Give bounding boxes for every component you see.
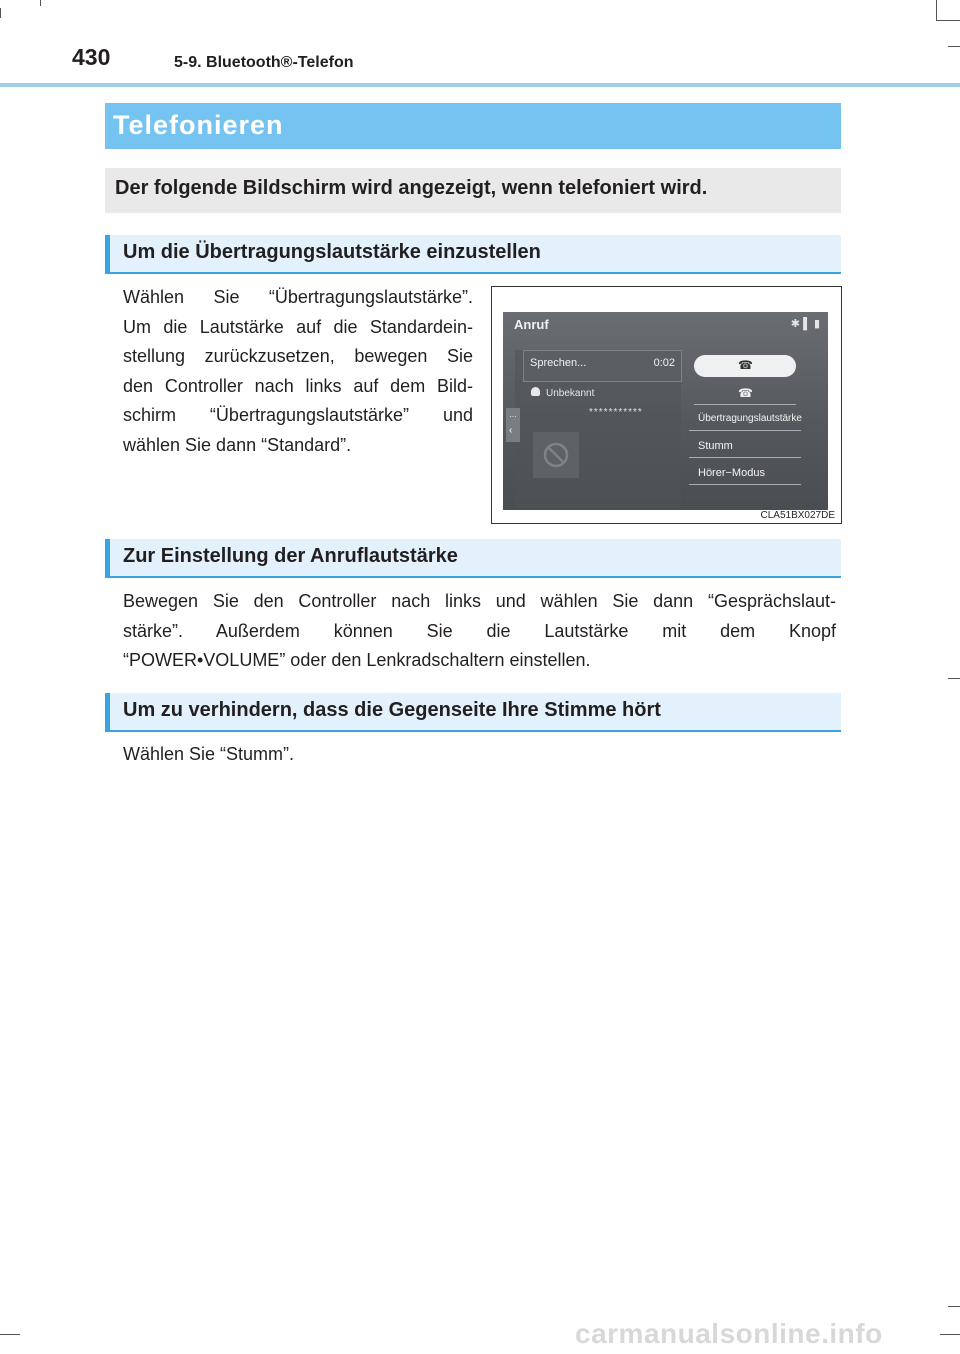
section-heading-text: Um die Übertragungslautstärke einzustellen (123, 241, 541, 263)
intro-box (105, 168, 841, 213)
phone-icon: ☎ (738, 386, 753, 400)
running-head: 5-9. Bluetooth®-Telefon (174, 54, 354, 71)
section-heading-text: Um zu verhindern, dass die Gegenseite Ihre Stimme hört (123, 699, 661, 721)
menu-item-label: Hörer−Modus (698, 467, 765, 479)
more-icon: … (509, 410, 517, 419)
menu-item-label: Übertragungslautstärke (698, 413, 802, 424)
call-screen (503, 312, 828, 510)
crop-mark (948, 46, 960, 47)
bluetooth-icon: ✱ (790, 318, 801, 330)
crop-mark (936, 20, 960, 21)
crop-mark (948, 1306, 960, 1307)
call-status-label: Sprechen... (530, 357, 587, 369)
body-line: Wählen Sie “Stumm”. (123, 744, 295, 764)
phone-hangup-icon: ☎ (738, 358, 753, 372)
section-heading (105, 539, 841, 578)
handset-button[interactable] (694, 384, 796, 405)
body-line: stellung zurückzusetzen, bewegen Sie (123, 346, 473, 366)
page-title: Telefonieren (113, 110, 284, 140)
person-icon (531, 387, 540, 396)
signal-icon: ▌ (803, 318, 811, 330)
menu-item-transmit-volume[interactable] (689, 408, 801, 431)
contact-row (531, 387, 594, 399)
header-rule (0, 83, 960, 87)
crop-mark (936, 0, 937, 20)
body-line: Wählen Sie “Übertragungslautstärke”. (123, 287, 473, 307)
section-heading (105, 693, 841, 732)
masked-number: *********** (589, 407, 643, 418)
menu-item-handset-mode[interactable] (689, 462, 801, 485)
page-number: 430 (72, 44, 111, 70)
figure-code: CLA51BX027DE (760, 510, 835, 521)
section-heading-text: Zur Einstellung der Anruflautstärke (123, 545, 458, 567)
body-line: den Controller nach links auf dem Bild- (123, 375, 473, 396)
body-line: stärke”. Außerdem können Sie die Lautstärke mit dem Knopf (123, 620, 836, 641)
side-tab[interactable] (506, 408, 520, 442)
crop-mark (0, 8, 1, 18)
contact-photo-placeholder (533, 432, 579, 478)
body-line: Um die Lautstärke auf die Standardein- (123, 316, 473, 337)
end-call-button[interactable] (694, 355, 796, 377)
chevron-left-icon: ‹ (509, 425, 513, 436)
call-timer: 0:02 (653, 357, 675, 369)
crop-mark (0, 1334, 20, 1335)
body-line: schirm “Übertragungslautstärke” und (123, 405, 473, 425)
page-title-bar (105, 103, 841, 149)
section-body (123, 283, 473, 460)
watermark: carmanualsonline.info (575, 1318, 883, 1349)
menu-item-mute[interactable] (689, 435, 801, 458)
section-body (123, 587, 836, 676)
crop-mark (948, 678, 960, 679)
section-body (123, 740, 836, 770)
screen-title: Anruf (514, 317, 549, 332)
contact-name: Unbekannt (546, 388, 595, 399)
crop-mark (40, 0, 41, 6)
section-heading (105, 235, 841, 274)
intro-text: Der folgende Bildschirm wird angezeigt, wenn telefoniert wird. (115, 177, 708, 199)
body-line: wählen Sie dann “Standard”. (123, 434, 352, 455)
call-status-box (523, 350, 682, 382)
menu-item-label: Stumm (698, 440, 733, 452)
body-line: Bewegen Sie den Controller nach links und wählen Sie dann “Gesprächslaut- (123, 591, 836, 611)
battery-icon: ▮ (813, 318, 820, 330)
screen-figure (491, 286, 842, 524)
no-image-icon (542, 441, 570, 469)
body-line: “POWER•VOLUME” oder den Lenkradschaltern einstellen. (123, 650, 591, 670)
status-icons (791, 317, 820, 330)
crop-mark (940, 1334, 960, 1335)
